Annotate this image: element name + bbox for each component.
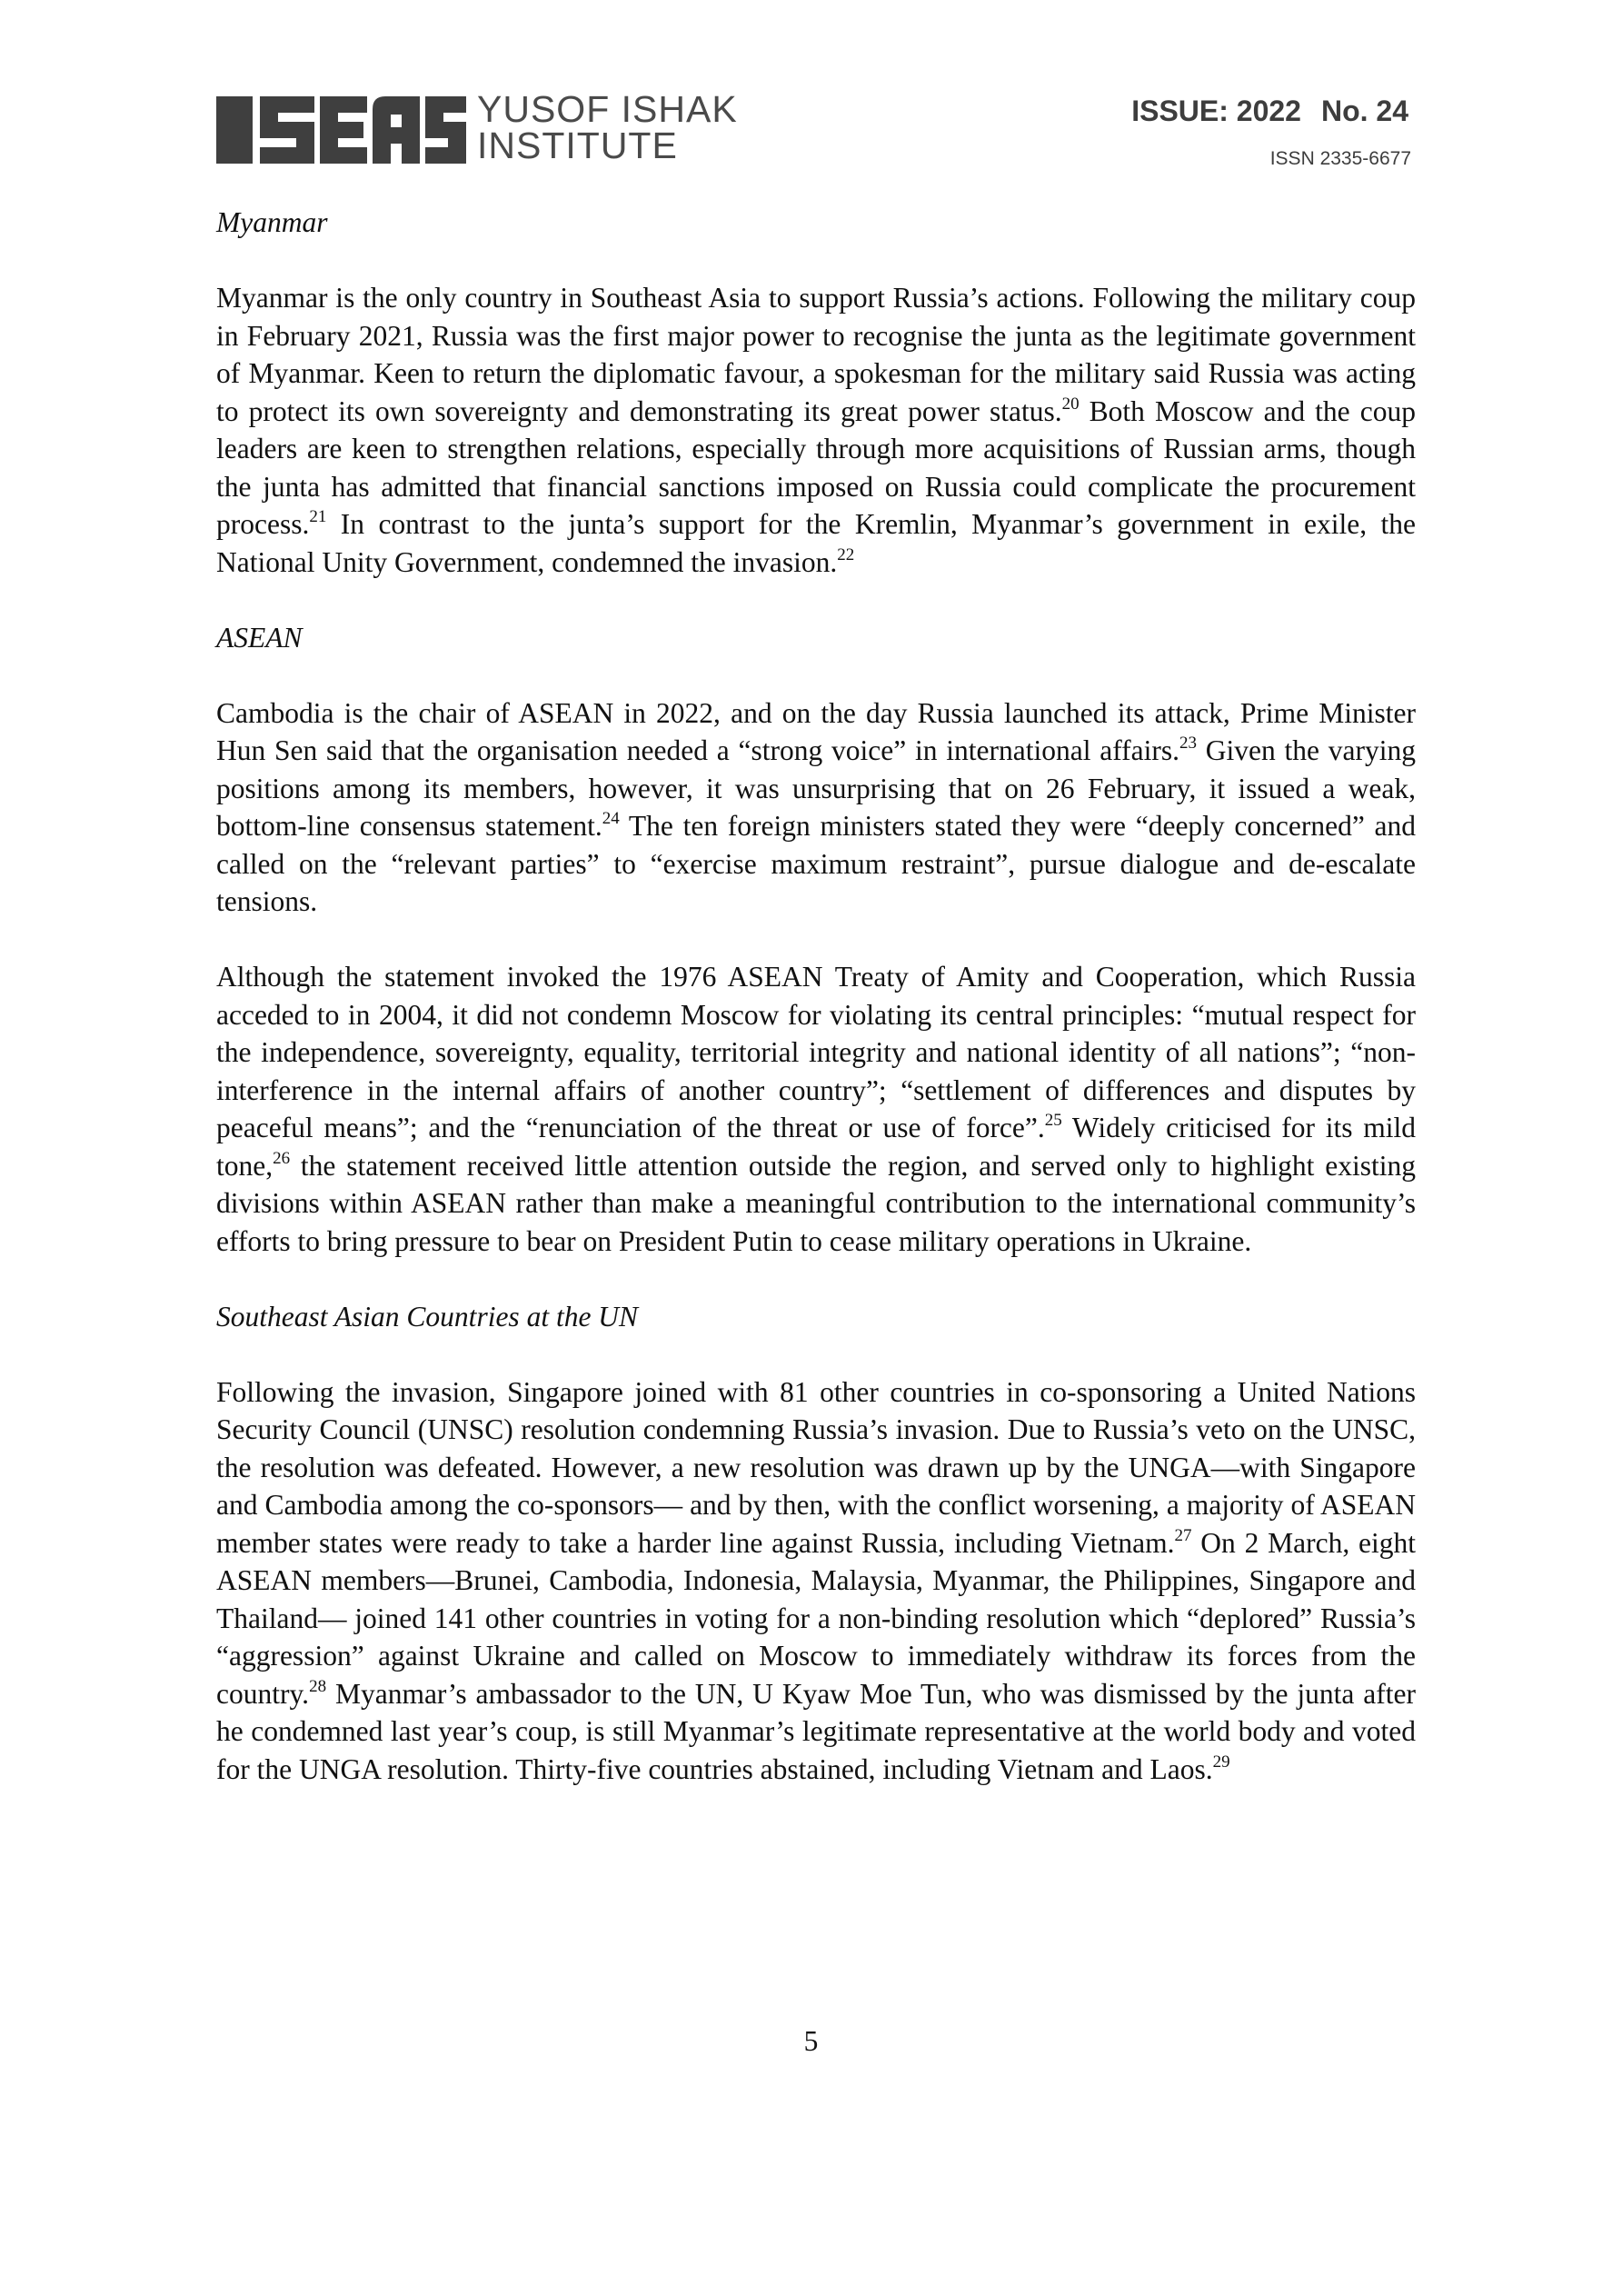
footnote-reference: 25 <box>1044 1111 1062 1130</box>
footnote-reference: 26 <box>273 1148 291 1168</box>
paragraph-text: Given the varying positions among its members, however, it was unsurprising that on 26 February, it issued a weak, bottom-line consensus statement. <box>216 734 1417 842</box>
paragraph-text: On 2 March, eight ASEAN members―Brunei, Cambodia, Indonesia, Malaysia, Myanmar, the Philippines, Singapore and Thailand― joined 141 other countries in voting for a non-binding resolution which “deplored” Russia’s “aggression” against Ukraine and called on Moscow to immediately withdraw its forces from the country. <box>216 1526 1416 1710</box>
iseas-logo <box>216 88 761 182</box>
footnote-reference: 23 <box>1179 734 1197 753</box>
paragraph-text: Widely criticised for its mild tone, <box>216 1112 1416 1182</box>
footnote-reference: 28 <box>309 1676 327 1696</box>
issn-number: ISSN 2335-6677 <box>1269 148 1411 169</box>
institute-name-line2: INSTITUTE <box>477 125 678 166</box>
section-heading: Southeast Asian Countries at the UN <box>216 1300 639 1333</box>
paragraph-text: Myanmar’s ambassador to the UN, U Kyaw Moe Tun, who was dismissed by the junta after he condemned last year’s coup, is still Myanmar’s legitimate representative at the world body and voted for the UNGA resolution. Thirty-five countries abstained, including Vietnam and Laos. <box>216 1677 1416 1785</box>
section-heading: Myanmar <box>216 206 328 238</box>
body-paragraph <box>216 279 1416 581</box>
issue-number: No. 24 <box>1320 95 1408 127</box>
iseas-wordmark-logo <box>216 91 466 169</box>
body-paragraph <box>216 958 1416 1260</box>
footnote-reference: 22 <box>837 544 855 564</box>
institute-name <box>477 88 738 166</box>
page-header <box>0 0 1622 191</box>
section-heading: ASEAN <box>216 621 303 654</box>
paragraph-text: Both Moscow and the coup leaders are keen to strengthen relations, especially through more acquisitions of Russian arms, though the junta has admitted that financial sanctions imposed on Russia could complicate the procurement process. <box>216 394 1416 540</box>
paragraph-text: Following the invasion, Singapore joined with 81 other countries in co-sponsoring a United Nations Security Council (UNSC) resolution condemning Russia’s invasion. Due to Russia’s veto on the UNSC, the resolution was defeated. However, a new resolution was drawn up by the UNGA―with Singapore and Cambodia among the co-sponsors― and by then, with the conflict worsening, a majority of ASEAN member states were ready to take a harder line against Russia, including Vietnam. <box>216 1375 1416 1559</box>
institute-name-line1: YUSOF ISHAK <box>477 88 738 130</box>
issue-label <box>1131 95 1408 128</box>
paragraph-text: Myanmar is the only country in Southeast Asia to support Russia’s actions. Following the military coup in February 2021, Russia was the first major power to recognise the junta as the legitimate government of Myanmar. Keen to return the diplomatic favour, a spokesman for the military said Russia was acting to protect its own sovereignty and demonstrating its great power status. <box>216 282 1416 427</box>
body-paragraph <box>216 1373 1416 1789</box>
paragraph-text: Cambodia is the chair of ASEAN in 2022, and on the day Russia launched its attack, Prime Minister Hun Sen said that the organisation needed a “strong voice” in international affairs. <box>216 696 1416 766</box>
paragraph-text: the statement received little attention outside the region, and served only to highlight existing divisions within ASEAN rather than make a meaningful contribution to the international community’s efforts to bring pressure to bear on President Putin to cease military operations in Ukraine. <box>216 1149 1416 1257</box>
paragraph-text: The ten foreign ministers stated they were “deeply concerned” and called on the “relevant parties” to “exercise maximum restraint”, pursue dialogue and de-escalate tensions. <box>216 810 1416 917</box>
page-number: 5 <box>803 2025 819 2057</box>
footnote-reference: 20 <box>1061 394 1080 414</box>
footnote-reference: 24 <box>602 809 620 828</box>
footnote-reference: 27 <box>1174 1525 1192 1545</box>
footnote-reference: 21 <box>309 507 327 526</box>
body-paragraph <box>216 694 1416 921</box>
article-body <box>216 204 1416 1826</box>
issue-year: ISSUE: 2022 <box>1131 95 1301 127</box>
footnote-reference: 29 <box>1212 1752 1230 1772</box>
paragraph-text: Although the statement invoked the 1976 ASEAN Treaty of Amity and Cooperation, which Russia acceded to in 2004, it did not condemn Moscow for violating its central principles: “mutual respect for the independence, sovereignty, equality, territorial integrity and national identity of all nations”; “non-interference in the internal affairs of another country”; “settlement of differences and disputes by peaceful means”; and the “renunciation of the threat or use of force”. <box>216 961 1416 1143</box>
paragraph-text: In contrast to the junta’s support for the Kremlin, Myanmar’s government in exile, the National Unity Government, condemned the invasion. <box>216 508 1416 578</box>
